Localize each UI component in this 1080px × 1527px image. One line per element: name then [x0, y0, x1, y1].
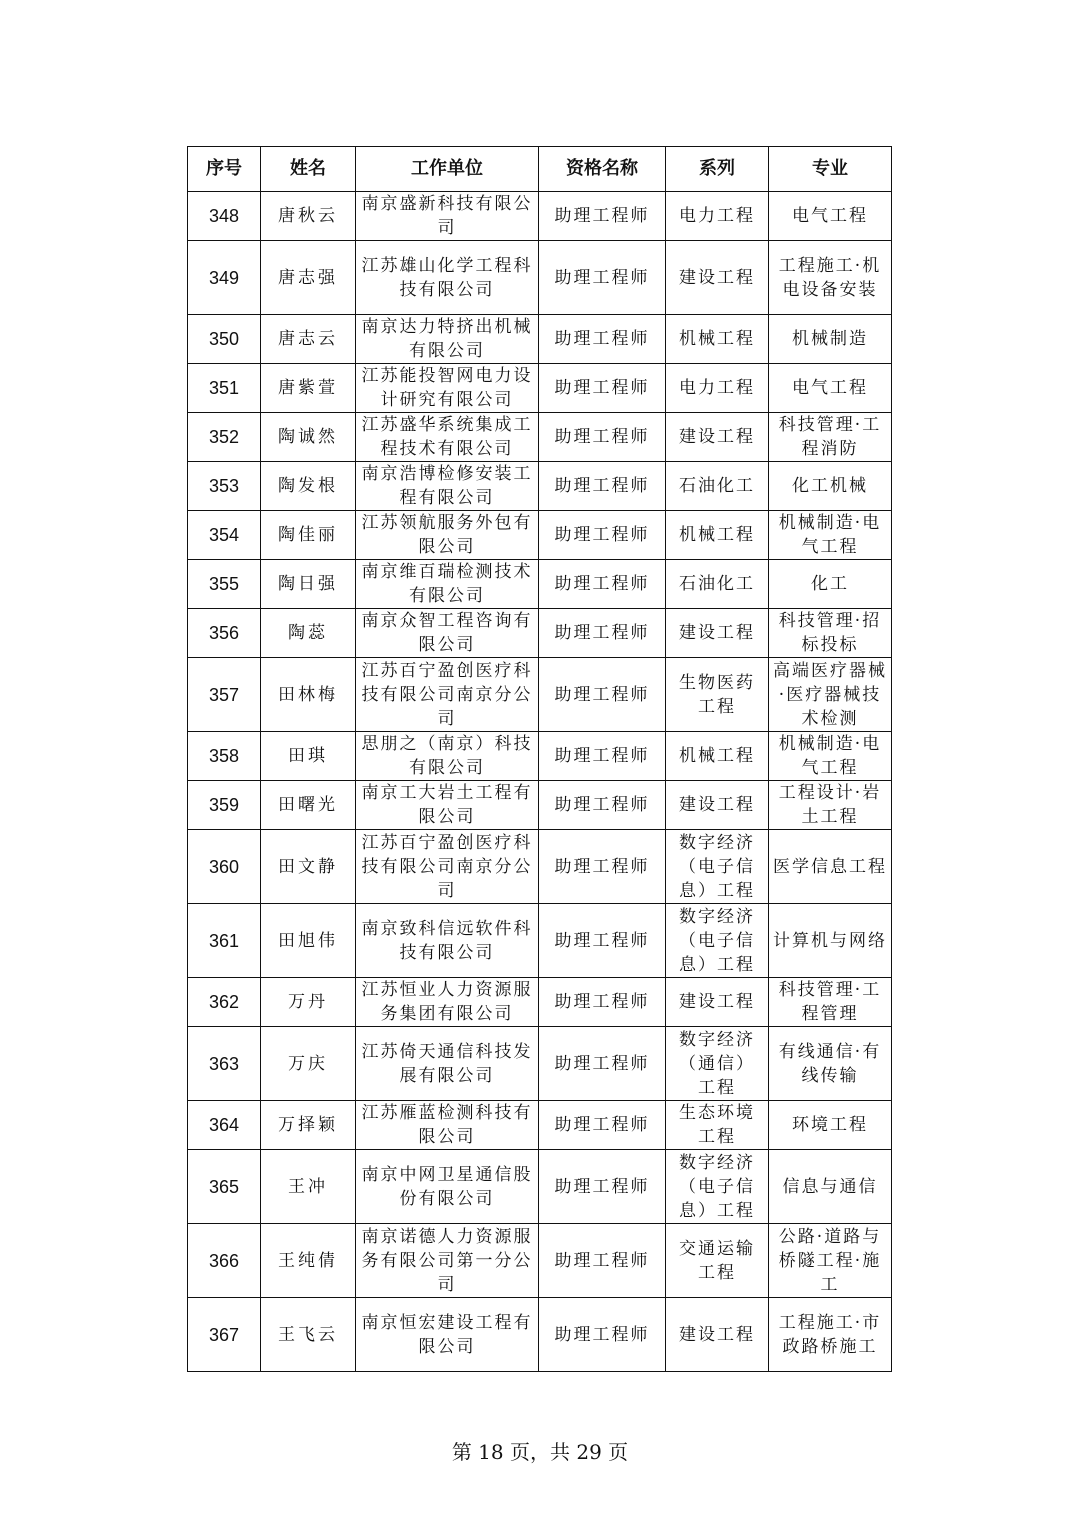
table-row	[188, 413, 892, 462]
cell-unit: 江苏倚天通信科技发展有限公司	[356, 1027, 539, 1101]
cell-qualification: 助理工程师	[539, 658, 666, 732]
cell-qualification: 助理工程师	[539, 978, 666, 1027]
cell-index: 358	[188, 732, 261, 781]
table-row	[188, 830, 892, 904]
cell-unit: 江苏领航服务外包有限公司	[356, 511, 539, 560]
cell-name: 田旭伟	[261, 904, 356, 978]
cell-name: 唐志强	[261, 241, 356, 315]
cell-name: 唐紫萱	[261, 364, 356, 413]
cell-unit: 江苏百宁盈创医疗科技有限公司南京分公司	[356, 830, 539, 904]
cell-qualification: 助理工程师	[539, 192, 666, 241]
cell-major: 机械制造	[769, 315, 892, 364]
cell-unit: 南京众智工程咨询有限公司	[356, 609, 539, 658]
cell-unit: 南京维百瑞检测技术有限公司	[356, 560, 539, 609]
cell-qualification: 助理工程师	[539, 511, 666, 560]
cell-series: 电力工程	[666, 364, 769, 413]
cell-unit: 江苏雄山化学工程科技有限公司	[356, 241, 539, 315]
cell-index: 353	[188, 462, 261, 511]
header-qualification: 资格名称	[539, 147, 666, 192]
table-row	[188, 978, 892, 1027]
cell-index: 359	[188, 781, 261, 830]
cell-index: 355	[188, 560, 261, 609]
cell-qualification: 助理工程师	[539, 1101, 666, 1150]
cell-series: 机械工程	[666, 511, 769, 560]
cell-unit: 南京工大岩土工程有限公司	[356, 781, 539, 830]
qualification-table	[187, 146, 892, 1372]
cell-series: 数字经济（电子信息）工程	[666, 1150, 769, 1224]
header-unit: 工作单位	[356, 147, 539, 192]
cell-qualification: 助理工程师	[539, 609, 666, 658]
cell-qualification: 助理工程师	[539, 560, 666, 609]
cell-unit: 江苏雁蓝检测科技有限公司	[356, 1101, 539, 1150]
cell-name: 陶蕊	[261, 609, 356, 658]
cell-index: 363	[188, 1027, 261, 1101]
cell-name: 陶佳丽	[261, 511, 356, 560]
cell-name: 王飞云	[261, 1298, 356, 1372]
table-row	[188, 1101, 892, 1150]
cell-unit: 江苏盛华系统集成工程技术有限公司	[356, 413, 539, 462]
table-row	[188, 192, 892, 241]
cell-major: 科技管理·工程管理	[769, 978, 892, 1027]
table-row	[188, 904, 892, 978]
cell-name: 田林梅	[261, 658, 356, 732]
cell-major: 化工	[769, 560, 892, 609]
cell-qualification: 助理工程师	[539, 462, 666, 511]
cell-unit: 江苏百宁盈创医疗科技有限公司南京分公司	[356, 658, 539, 732]
cell-index: 348	[188, 192, 261, 241]
cell-qualification: 助理工程师	[539, 830, 666, 904]
cell-unit: 江苏恒业人力资源服务集团有限公司	[356, 978, 539, 1027]
cell-index: 361	[188, 904, 261, 978]
cell-series: 建设工程	[666, 781, 769, 830]
cell-index: 354	[188, 511, 261, 560]
cell-index: 366	[188, 1224, 261, 1298]
cell-qualification: 助理工程师	[539, 413, 666, 462]
cell-major: 机械制造·电气工程	[769, 732, 892, 781]
table-row	[188, 609, 892, 658]
cell-name: 王纯倩	[261, 1224, 356, 1298]
table-header-row	[188, 147, 892, 192]
cell-qualification: 助理工程师	[539, 241, 666, 315]
cell-qualification: 助理工程师	[539, 1224, 666, 1298]
cell-series: 生物医药工程	[666, 658, 769, 732]
cell-major: 高端医疗器械·医疗器械技术检测	[769, 658, 892, 732]
cell-unit: 南京达力特挤出机械有限公司	[356, 315, 539, 364]
cell-name: 万择颖	[261, 1101, 356, 1150]
cell-name: 田文静	[261, 830, 356, 904]
table-row	[188, 315, 892, 364]
table-row	[188, 1224, 892, 1298]
cell-major: 有线通信·有线传输	[769, 1027, 892, 1101]
cell-unit: 南京诺德人力资源服务有限公司第一分公司	[356, 1224, 539, 1298]
cell-series: 电力工程	[666, 192, 769, 241]
cell-series: 数字经济（电子信息）工程	[666, 830, 769, 904]
cell-unit: 思朋之（南京）科技有限公司	[356, 732, 539, 781]
cell-index: 351	[188, 364, 261, 413]
cell-qualification: 助理工程师	[539, 732, 666, 781]
header-series: 系列	[666, 147, 769, 192]
table-row	[188, 560, 892, 609]
cell-index: 364	[188, 1101, 261, 1150]
cell-unit: 南京浩博检修安装工程有限公司	[356, 462, 539, 511]
table-row	[188, 781, 892, 830]
cell-name: 唐志云	[261, 315, 356, 364]
cell-major: 工程施工·市政路桥施工	[769, 1298, 892, 1372]
table-row	[188, 1298, 892, 1372]
cell-unit: 南京恒宏建设工程有限公司	[356, 1298, 539, 1372]
cell-major: 公路·道路与桥隧工程·施工	[769, 1224, 892, 1298]
cell-index: 357	[188, 658, 261, 732]
cell-major: 工程设计·岩土工程	[769, 781, 892, 830]
cell-index: 352	[188, 413, 261, 462]
cell-major: 电气工程	[769, 364, 892, 413]
table-row	[188, 364, 892, 413]
cell-series: 数字经济（电子信息）工程	[666, 904, 769, 978]
cell-series: 石油化工	[666, 462, 769, 511]
cell-name: 万丹	[261, 978, 356, 1027]
cell-series: 生态环境工程	[666, 1101, 769, 1150]
cell-major: 机械制造·电气工程	[769, 511, 892, 560]
cell-name: 陶发根	[261, 462, 356, 511]
cell-qualification: 助理工程师	[539, 904, 666, 978]
header-index: 序号	[188, 147, 261, 192]
cell-qualification: 助理工程师	[539, 364, 666, 413]
cell-series: 建设工程	[666, 241, 769, 315]
cell-major: 科技管理·工程消防	[769, 413, 892, 462]
cell-major: 工程施工·机电设备安装	[769, 241, 892, 315]
cell-qualification: 助理工程师	[539, 1298, 666, 1372]
cell-name: 唐秋云	[261, 192, 356, 241]
cell-index: 362	[188, 978, 261, 1027]
cell-name: 陶诚然	[261, 413, 356, 462]
cell-series: 建设工程	[666, 978, 769, 1027]
cell-major: 化工机械	[769, 462, 892, 511]
cell-major: 电气工程	[769, 192, 892, 241]
cell-name: 陶日强	[261, 560, 356, 609]
table-row	[188, 1027, 892, 1101]
table-row	[188, 462, 892, 511]
cell-index: 350	[188, 315, 261, 364]
cell-name: 田琪	[261, 732, 356, 781]
cell-qualification: 助理工程师	[539, 315, 666, 364]
cell-index: 360	[188, 830, 261, 904]
cell-series: 数字经济（通信）工程	[666, 1027, 769, 1101]
cell-index: 349	[188, 241, 261, 315]
page-footer: 第 18 页，共 29 页	[451, 1440, 629, 1464]
cell-major: 环境工程	[769, 1101, 892, 1150]
cell-index: 367	[188, 1298, 261, 1372]
cell-unit: 江苏能投智网电力设计研究有限公司	[356, 364, 539, 413]
header-name: 姓名	[261, 147, 356, 192]
cell-qualification: 助理工程师	[539, 1150, 666, 1224]
cell-series: 建设工程	[666, 1298, 769, 1372]
cell-qualification: 助理工程师	[539, 1027, 666, 1101]
cell-index: 365	[188, 1150, 261, 1224]
cell-name: 万庆	[261, 1027, 356, 1101]
table-row	[188, 732, 892, 781]
table-row	[188, 658, 892, 732]
cell-series: 机械工程	[666, 315, 769, 364]
table-row	[188, 1150, 892, 1224]
cell-series: 机械工程	[666, 732, 769, 781]
cell-major: 科技管理·招标投标	[769, 609, 892, 658]
cell-unit: 南京盛新科技有限公司	[356, 192, 539, 241]
cell-series: 建设工程	[666, 413, 769, 462]
header-major: 专业	[769, 147, 892, 192]
cell-unit: 南京中网卫星通信股份有限公司	[356, 1150, 539, 1224]
cell-major: 医学信息工程	[769, 830, 892, 904]
cell-unit: 南京致科信远软件科技有限公司	[356, 904, 539, 978]
table-row	[188, 511, 892, 560]
cell-major: 信息与通信	[769, 1150, 892, 1224]
cell-name: 王冲	[261, 1150, 356, 1224]
table-row	[188, 241, 892, 315]
cell-qualification: 助理工程师	[539, 781, 666, 830]
cell-series: 石油化工	[666, 560, 769, 609]
cell-series: 交通运输工程	[666, 1224, 769, 1298]
cell-name: 田曙光	[261, 781, 356, 830]
cell-series: 建设工程	[666, 609, 769, 658]
cell-major: 计算机与网络	[769, 904, 892, 978]
cell-index: 356	[188, 609, 261, 658]
